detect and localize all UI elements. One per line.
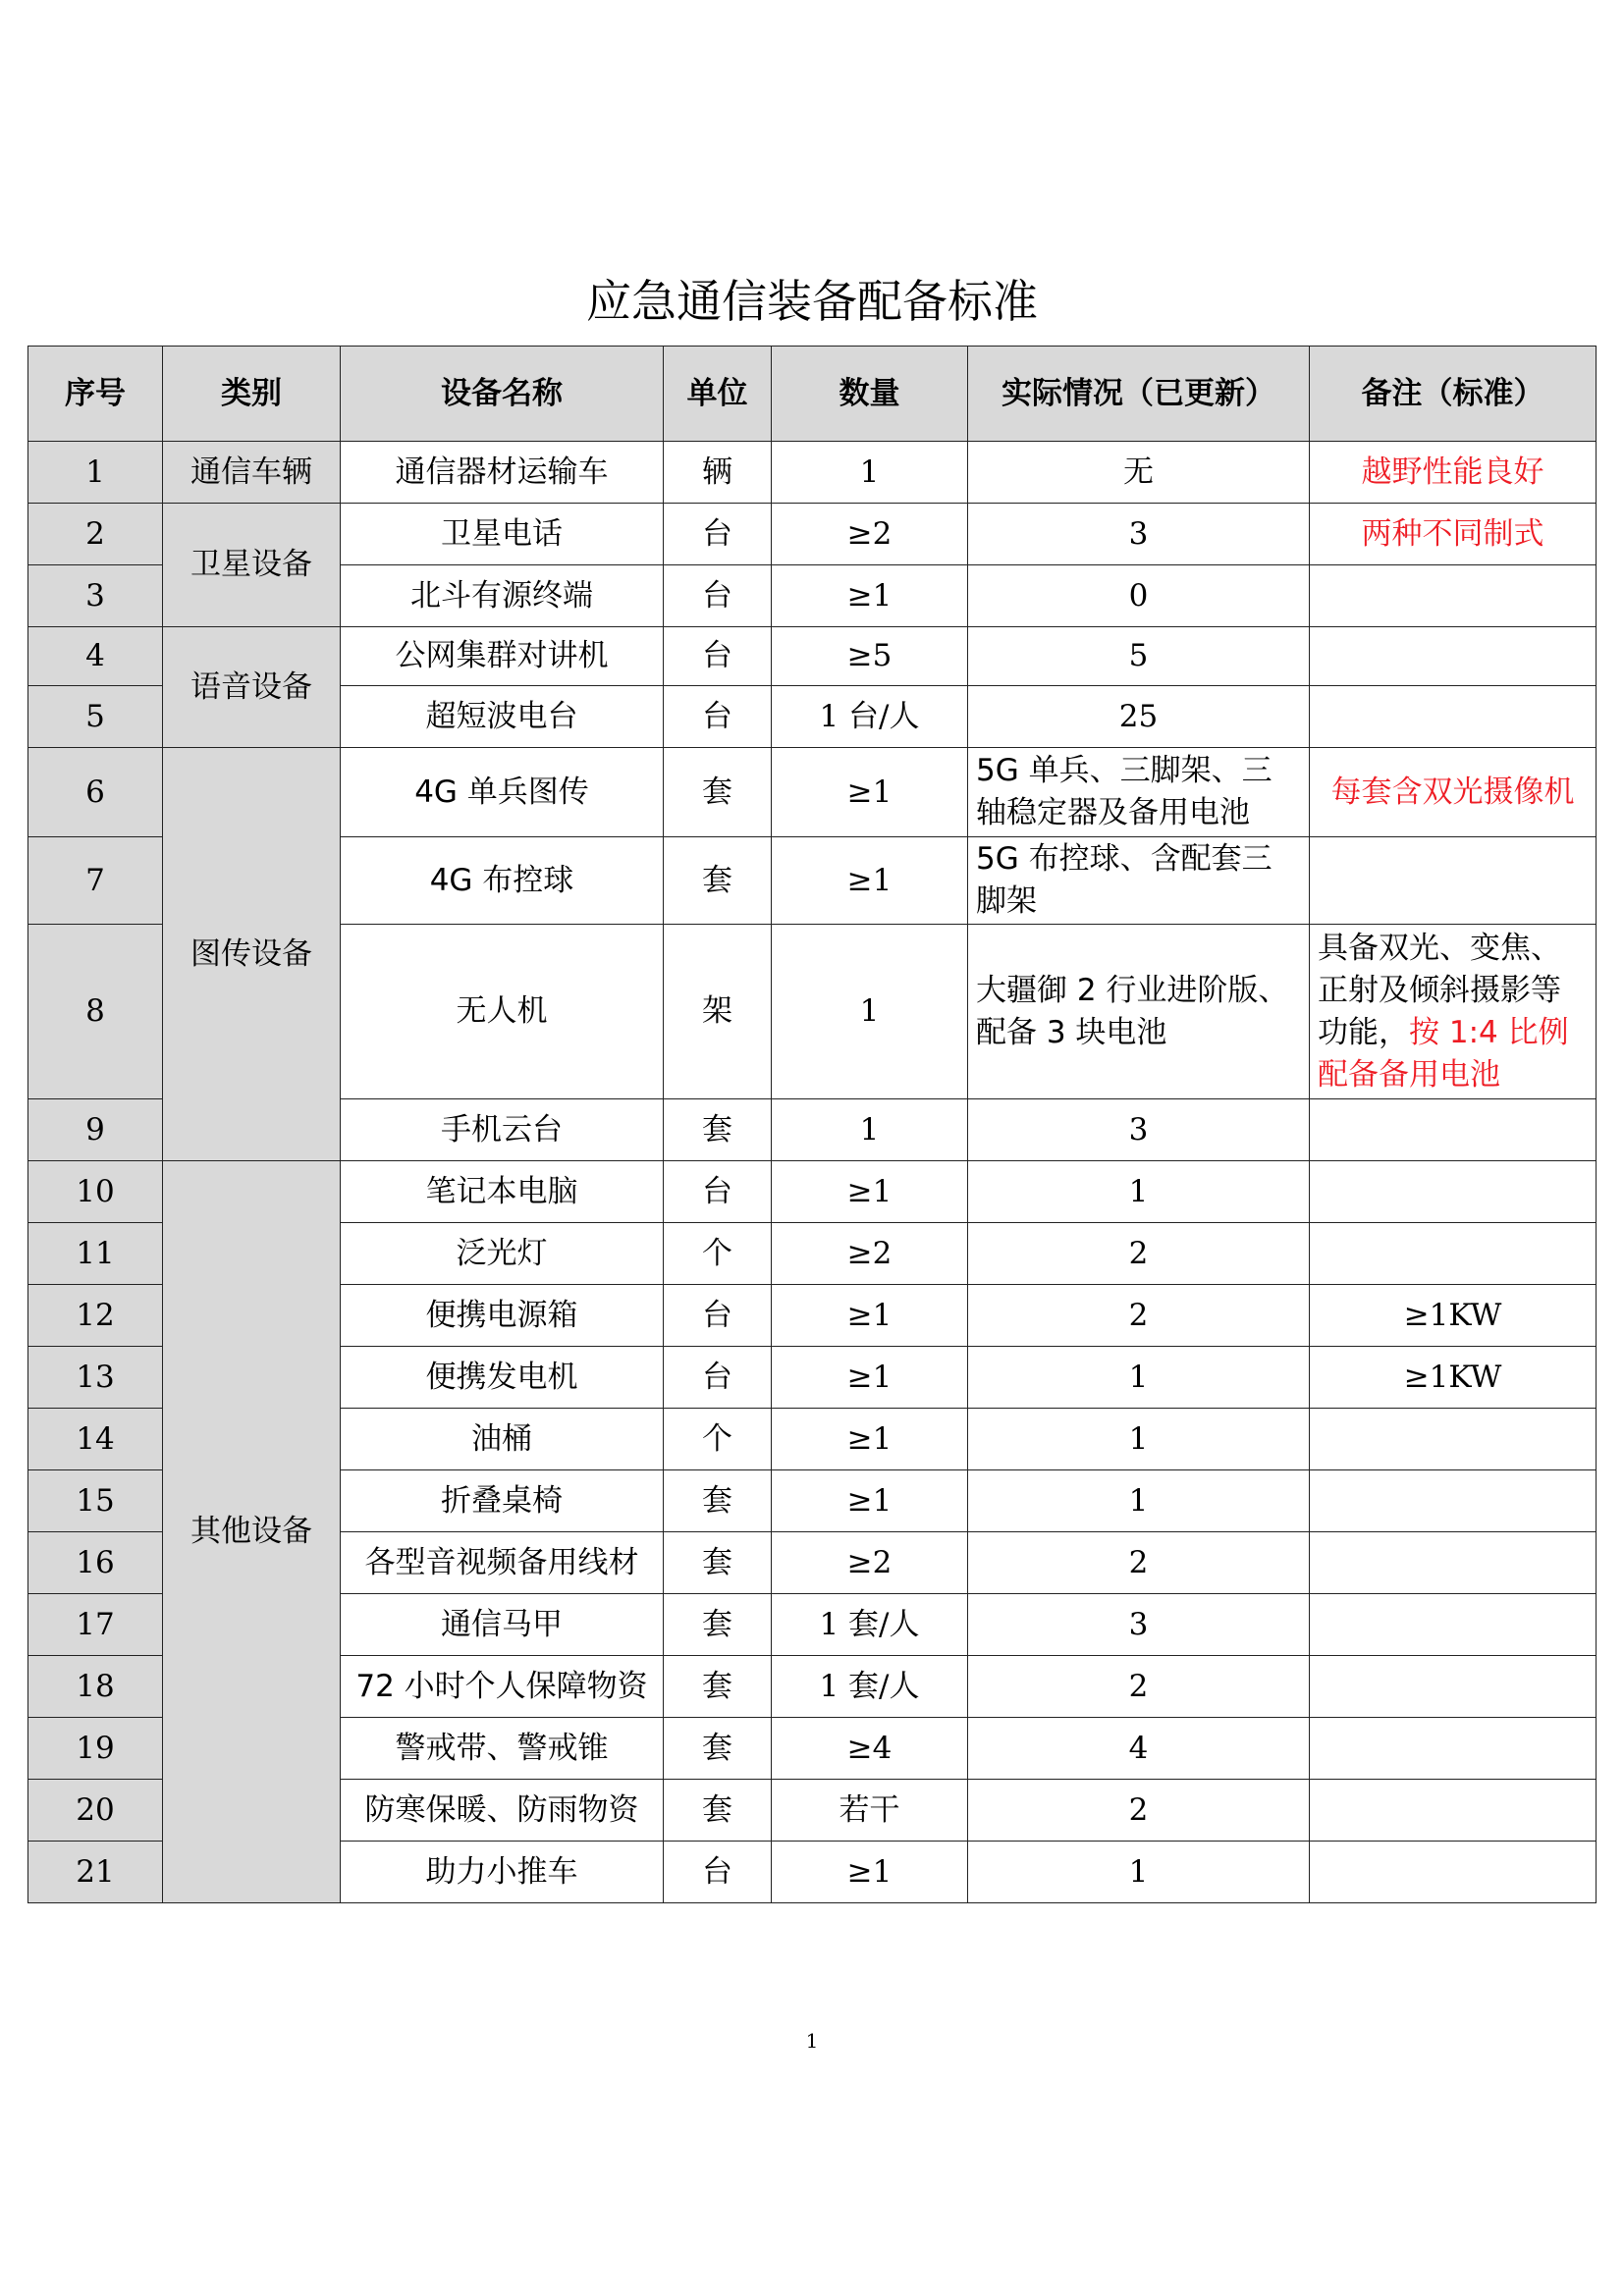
unit-cell: 台 <box>664 1842 772 1903</box>
actual-cell: 无 <box>968 442 1310 504</box>
unit-cell: 套 <box>664 1594 772 1656</box>
page-title: 应急通信装备配备标准 <box>586 275 1038 328</box>
actual-cell: 0 <box>968 565 1310 627</box>
unit-cell: 套 <box>664 1532 772 1594</box>
note-text-red: 按 1:4 比例配备备用电池 <box>1318 1014 1569 1093</box>
seq-cell: 15 <box>28 1470 163 1532</box>
note-cell <box>1310 1842 1597 1903</box>
qty-cell: ≥1 <box>772 1409 968 1470</box>
qty-cell: 1 <box>772 925 968 1099</box>
header-seq: 序号 <box>28 347 163 442</box>
actual-cell: 1 <box>968 1409 1310 1470</box>
table-header-row <box>28 347 1597 442</box>
name-cell: 通信器材运输车 <box>341 442 664 504</box>
category-cell: 图传设备 <box>163 748 341 1161</box>
qty-cell: ≥1 <box>772 748 968 837</box>
actual-cell: 1 <box>968 1161 1310 1223</box>
category-cell: 其他设备 <box>163 1161 341 1903</box>
note-cell: 两种不同制式 <box>1310 504 1597 565</box>
seq-cell: 11 <box>28 1223 163 1285</box>
seq-cell: 16 <box>28 1532 163 1594</box>
seq-cell: 6 <box>28 748 163 837</box>
qty-cell: ≥1 <box>772 565 968 627</box>
note-cell <box>1310 1656 1597 1718</box>
actual-cell: 4 <box>968 1718 1310 1780</box>
unit-cell: 台 <box>664 504 772 565</box>
actual-cell: 大疆御 2 行业进阶版、配备 3 块电池 <box>968 925 1310 1099</box>
seq-cell: 20 <box>28 1780 163 1842</box>
name-cell: 卫星电话 <box>341 504 664 565</box>
actual-cell: 1 <box>968 1470 1310 1532</box>
name-cell: 助力小推车 <box>341 1842 664 1903</box>
name-cell: 便携电源箱 <box>341 1285 664 1347</box>
name-cell: 公网集群对讲机 <box>341 627 664 686</box>
qty-cell: ≥2 <box>772 1532 968 1594</box>
seq-cell: 7 <box>28 837 163 925</box>
actual-cell: 3 <box>968 1594 1310 1656</box>
unit-cell: 套 <box>664 1718 772 1780</box>
seq-cell: 4 <box>28 627 163 686</box>
unit-cell: 台 <box>664 686 772 748</box>
category-cell: 语音设备 <box>163 627 341 748</box>
qty-cell: 若干 <box>772 1780 968 1842</box>
name-cell: 便携发电机 <box>341 1347 664 1409</box>
actual-cell: 5 <box>968 627 1310 686</box>
seq-cell: 5 <box>28 686 163 748</box>
note-cell <box>1310 565 1597 627</box>
actual-cell: 3 <box>968 504 1310 565</box>
name-cell: 通信马甲 <box>341 1594 664 1656</box>
note-cell: ≥1KW <box>1310 1347 1597 1409</box>
header-category: 类别 <box>163 347 341 442</box>
note-cell: 越野性能良好 <box>1310 442 1597 504</box>
name-cell: 4G 布控球 <box>341 837 664 925</box>
qty-cell: ≥2 <box>772 504 968 565</box>
qty-cell: ≥4 <box>772 1718 968 1780</box>
qty-cell: ≥1 <box>772 1285 968 1347</box>
unit-cell: 架 <box>664 925 772 1099</box>
name-cell: 油桶 <box>341 1409 664 1470</box>
actual-cell: 5G 布控球、含配套三脚架 <box>968 837 1310 925</box>
header-name: 设备名称 <box>341 347 664 442</box>
actual-cell: 1 <box>968 1842 1310 1903</box>
note-cell <box>1310 837 1597 925</box>
table-row <box>28 504 1597 565</box>
qty-cell: ≥1 <box>772 1347 968 1409</box>
unit-cell: 辆 <box>664 442 772 504</box>
seq-cell: 21 <box>28 1842 163 1903</box>
unit-cell: 套 <box>664 837 772 925</box>
actual-cell: 2 <box>968 1656 1310 1718</box>
note-cell <box>1310 627 1597 686</box>
note-cell <box>1310 686 1597 748</box>
header-note: 备注（标准） <box>1310 347 1597 442</box>
unit-cell: 套 <box>664 1099 772 1161</box>
unit-cell: 个 <box>664 1223 772 1285</box>
actual-cell: 1 <box>968 1347 1310 1409</box>
note-cell <box>1310 1409 1597 1470</box>
unit-cell: 套 <box>664 1470 772 1532</box>
seq-cell: 8 <box>28 925 163 1099</box>
qty-cell: ≥2 <box>772 1223 968 1285</box>
page-number: 1 <box>805 2029 819 2053</box>
category-cell: 卫星设备 <box>163 504 341 627</box>
note-cell <box>1310 1099 1597 1161</box>
qty-cell: ≥5 <box>772 627 968 686</box>
qty-cell: ≥1 <box>772 1470 968 1532</box>
unit-cell: 台 <box>664 1347 772 1409</box>
note-cell: 每套含双光摄像机 <box>1310 748 1597 837</box>
qty-cell: 1 台/人 <box>772 686 968 748</box>
qty-cell: 1 <box>772 1099 968 1161</box>
unit-cell: 台 <box>664 1161 772 1223</box>
name-cell: 手机云台 <box>341 1099 664 1161</box>
actual-cell: 2 <box>968 1780 1310 1842</box>
qty-cell: ≥1 <box>772 837 968 925</box>
seq-cell: 14 <box>28 1409 163 1470</box>
qty-cell: 1 套/人 <box>772 1656 968 1718</box>
name-cell: 各型音视频备用线材 <box>341 1532 664 1594</box>
actual-cell: 2 <box>968 1532 1310 1594</box>
name-cell: 4G 单兵图传 <box>341 748 664 837</box>
name-cell: 泛光灯 <box>341 1223 664 1285</box>
seq-cell: 10 <box>28 1161 163 1223</box>
name-cell: 笔记本电脑 <box>341 1161 664 1223</box>
name-cell: 警戒带、警戒锥 <box>341 1718 664 1780</box>
seq-cell: 2 <box>28 504 163 565</box>
table-row <box>28 748 1597 837</box>
table-row <box>28 1161 1597 1223</box>
equipment-table <box>27 346 1597 1903</box>
actual-cell: 3 <box>968 1099 1310 1161</box>
note-cell <box>1310 1718 1597 1780</box>
note-cell <box>1310 1223 1597 1285</box>
qty-cell: ≥1 <box>772 1161 968 1223</box>
name-cell: 折叠桌椅 <box>341 1470 664 1532</box>
note-cell <box>1310 1161 1597 1223</box>
actual-cell: 2 <box>968 1285 1310 1347</box>
qty-cell: 1 套/人 <box>772 1594 968 1656</box>
name-cell: 无人机 <box>341 925 664 1099</box>
name-cell: 72 小时个人保障物资 <box>341 1656 664 1718</box>
seq-cell: 1 <box>28 442 163 504</box>
unit-cell: 台 <box>664 1285 772 1347</box>
header-unit: 单位 <box>664 347 772 442</box>
header-actual: 实际情况（已更新） <box>968 347 1310 442</box>
unit-cell: 套 <box>664 1656 772 1718</box>
category-cell: 通信车辆 <box>163 442 341 504</box>
note-cell <box>1310 925 1597 1099</box>
name-cell: 防寒保暖、防雨物资 <box>341 1780 664 1842</box>
actual-cell: 5G 单兵、三脚架、三轴稳定器及备用电池 <box>968 748 1310 837</box>
unit-cell: 个 <box>664 1409 772 1470</box>
unit-cell: 台 <box>664 565 772 627</box>
header-qty: 数量 <box>772 347 968 442</box>
seq-cell: 19 <box>28 1718 163 1780</box>
seq-cell: 18 <box>28 1656 163 1718</box>
seq-cell: 12 <box>28 1285 163 1347</box>
note-cell <box>1310 1470 1597 1532</box>
name-cell: 北斗有源终端 <box>341 565 664 627</box>
qty-cell: ≥1 <box>772 1842 968 1903</box>
table-row <box>28 627 1597 686</box>
unit-cell: 套 <box>664 1780 772 1842</box>
unit-cell: 套 <box>664 748 772 837</box>
seq-cell: 13 <box>28 1347 163 1409</box>
note-cell: ≥1KW <box>1310 1285 1597 1347</box>
note-cell <box>1310 1532 1597 1594</box>
actual-cell: 2 <box>968 1223 1310 1285</box>
unit-cell: 台 <box>664 627 772 686</box>
seq-cell: 3 <box>28 565 163 627</box>
seq-cell: 9 <box>28 1099 163 1161</box>
qty-cell: 1 <box>772 442 968 504</box>
note-cell <box>1310 1780 1597 1842</box>
seq-cell: 17 <box>28 1594 163 1656</box>
table-row <box>28 442 1597 504</box>
note-cell <box>1310 1594 1597 1656</box>
name-cell: 超短波电台 <box>341 686 664 748</box>
actual-cell: 25 <box>968 686 1310 748</box>
note-text: 具备双光、变焦、正射及倾斜摄影等功能， <box>1318 930 1561 1050</box>
